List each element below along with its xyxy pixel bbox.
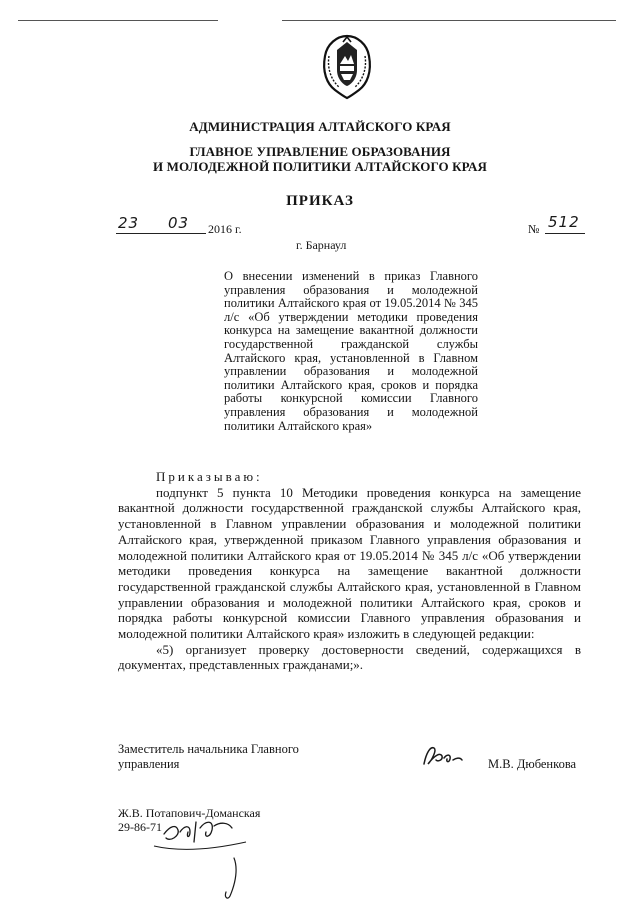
approval-handwritten-mark (150, 812, 260, 902)
order-paragraph-1: подпункт 5 пункта 10 Методики проведения конкурса на замещение вакантной должности государственной гражданской службы Алтайского края, установленной в Главном управлении образования и молодежной политики Алтайского края, утвержденной приказом Главного управления образования и молодежной политики Алтайского края от 19.05.2014 № 345 л/с «Об утверждении методики проведения конкурса на замещение вакантной должности государственной гражданской службы Алтайского края, установленной в Главном управлении образования и молодежной политики Алтайского края, сроков и порядка работы конкурсной комиссии Главного управления образования и молодежной политики Алтайского края» изложить в следующей редакции: (118, 484, 581, 642)
order-subject: О внесении изменений в приказ Главного управления образования и молодежной политики Алтайского края от 19.05.2014 № 345 л/с «Об утверждении методики проведения конкурса на замещение вакантной должности государственной гражданской службы Алтайского края, установленной в Главном управлении образования и молодежной политики Алтайского края, сроков и порядка работы конкурсной комиссии Главного управления образования и молодежной политики Алтайского края» (224, 269, 478, 433)
executor-phone: 29-86-71 (118, 820, 162, 834)
signatory-name: М.В. Дюбенкова (488, 757, 577, 771)
order-word: Приказываю: (156, 469, 263, 484)
department-title-line2: И МОЛОДЕЖНОЙ ПОЛИТИКИ АЛТАЙСКОГО КРАЯ (153, 159, 487, 174)
signatory-position-line2: управления (118, 757, 180, 771)
date-year: 2016 г. (208, 222, 242, 236)
number-prefix: № (528, 222, 540, 236)
date-day-handwritten: 23 (118, 214, 140, 232)
coat-of-arms-emblem (319, 34, 375, 100)
date-underline (116, 233, 206, 234)
top-border-left (18, 20, 218, 21)
executor-name: Ж.В. Потапович-Доманская (118, 806, 261, 820)
city-label: г. Барнаул (296, 238, 347, 252)
signatory-position (118, 742, 299, 772)
document-type-title: ПРИКАЗ (286, 193, 354, 209)
number-underline (545, 233, 585, 234)
top-border-right (282, 20, 616, 21)
date-month-handwritten: 03 (168, 214, 190, 232)
signatory-position-line1: Заместитель начальника Главного (118, 742, 299, 756)
department-title (100, 144, 540, 174)
handwritten-signature (420, 742, 466, 772)
administration-title: АДМИНИСТРАЦИЯ АЛТАЙСКОГО КРАЯ (189, 119, 451, 134)
document-number-handwritten: 512 (548, 213, 580, 231)
department-title-line1: ГЛАВНОЕ УПРАВЛЕНИЕ ОБРАЗОВАНИЯ (189, 144, 451, 159)
order-paragraph-2: «5) организует проверку достоверности сведений, содержащихся в документах, представленных гражданами;». (118, 641, 581, 673)
order-body (118, 469, 581, 673)
